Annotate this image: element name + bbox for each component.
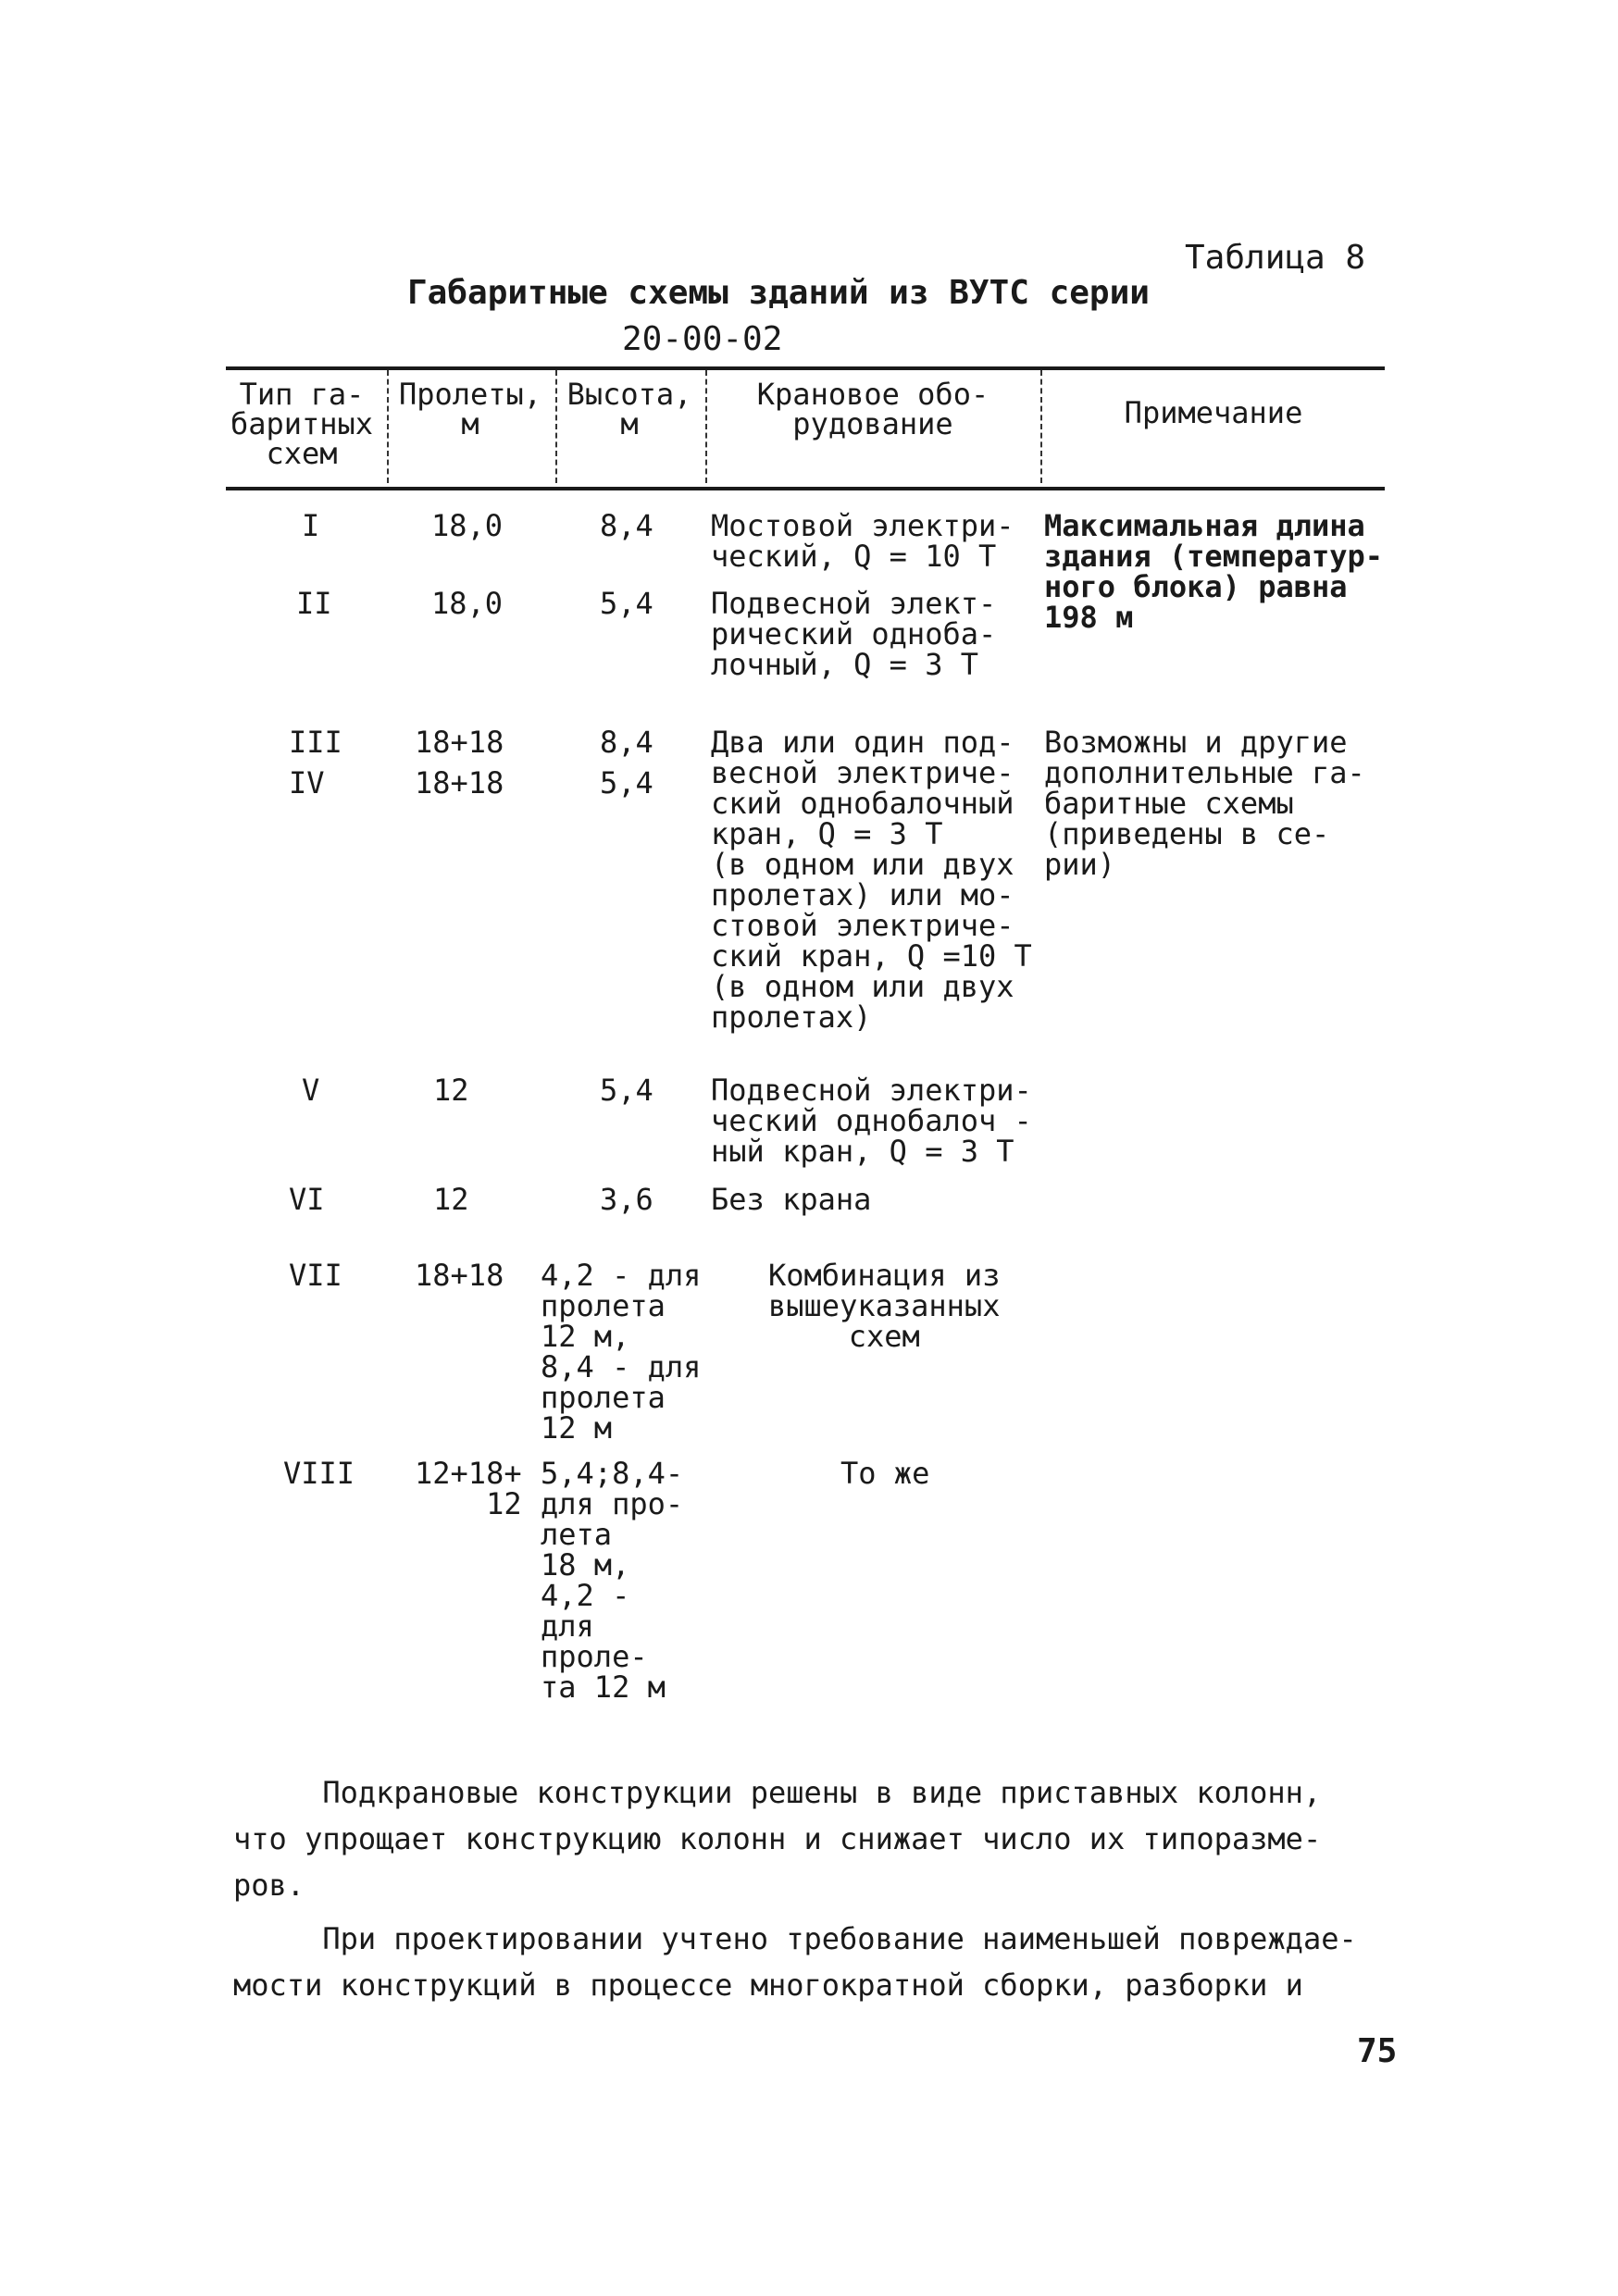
header-note: Примечание [1124,395,1303,430]
body-paragraph: Подкрановые конструкции решены в виде приставных колонн, что упрощает конструкцию колонн и снижает число их типоразме- ров. [233,1775,1322,1903]
row-type: I [302,508,320,543]
header-spans: Пролеты, м [398,377,542,441]
row-crane: То же [840,1456,930,1491]
table-label: Таблица 8 [1185,239,1366,277]
series-number: 20-00-02 [622,320,783,358]
row-height: 8,4 [600,725,653,760]
row-type: III [289,725,342,760]
row-spans: 18+18 [415,1258,504,1293]
row-crane: Мостовой электри- ческий, Q = 10 Т [711,508,1014,574]
row-height: 5,4 [600,765,653,800]
row-height: 4,2 - для пролета 12 м, 8,4 - для пролета 12 м [541,1258,702,1446]
row-crane: Подвесной электри- ческий однобалоч - ный кран, Q = 3 Т [711,1073,1032,1169]
page-number: 75 [1357,2032,1398,2070]
row-type: IV [289,765,325,800]
row-spans: 12 [433,1073,469,1108]
row-height: 8,4 [600,508,653,543]
row-crane: Два или один под- весной электриче- ский однобалочный кран, Q = 3 Т (в одном или двух пролетах) или мо- стовой электриче- ский кран, Q =10 Т (в одном или двух пролетах) [711,725,1032,1035]
row-spans: 18+18 [415,765,504,800]
header-height: Высота, м [566,377,692,441]
row-type: VI [289,1182,325,1217]
header-separator [1040,370,1042,483]
row-crane: Подвесной элект- рический одноба- лочный, Q = 3 Т [711,586,997,682]
row-height: 3,6 [600,1182,653,1217]
table-header-rule [226,487,1385,490]
row-spans: 12+18+ 12 [415,1456,522,1521]
row-spans: 18,0 [431,508,504,543]
row-note: Максимальная длина здания (температур- ного блока) равна 198 м [1044,508,1384,635]
table-top-rule [226,366,1385,370]
row-note: Возможны и другие дополнительные га- баритные схемы (приведены в се- рии) [1044,725,1365,882]
row-spans: 18+18 [415,725,504,760]
row-type: V [302,1073,320,1108]
row-type: VIII [283,1456,355,1491]
row-spans: 12 [433,1182,469,1217]
row-crane: Комбинация из вышеуказанных схем [768,1258,1001,1354]
row-height: 5,4;8,4- для про- лета 18 м, 4,2 - для проле- та 12 м [541,1456,684,1705]
row-height: 5,4 [600,1073,653,1108]
row-type: II [296,586,332,621]
row-crane: Без крана [711,1182,872,1217]
header-type: Тип га- баритных схем [230,377,374,471]
header-crane: Крановое обо- рудование [756,377,989,441]
row-spans: 18,0 [431,586,504,621]
header-separator [705,370,707,483]
row-type: VII [289,1258,342,1293]
row-height: 5,4 [600,586,653,621]
body-paragraph: При проектировании учтено требование наименьшей повреждае- мости конструкций в процессе многократной сборки, разборки и [233,1921,1357,2003]
table-title: Габаритные схемы зданий из ВУТС серии [407,274,1150,312]
